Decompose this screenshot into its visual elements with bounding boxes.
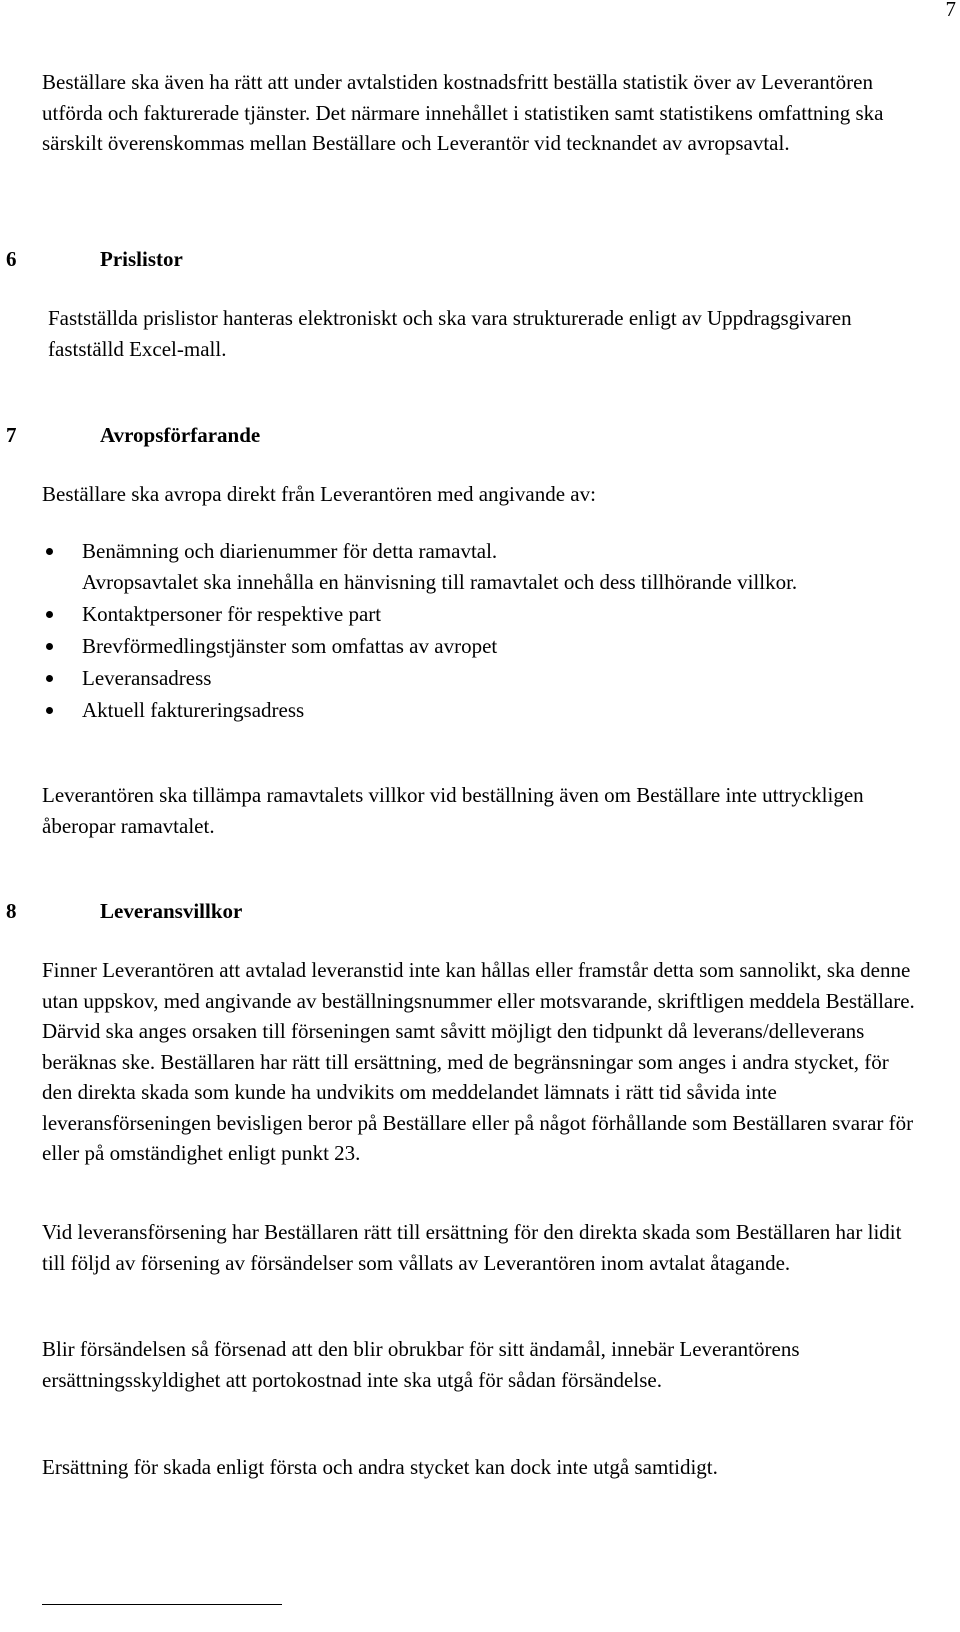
section-8-number: 8: [6, 899, 17, 923]
list-item-text: Brevförmedlingstjänster som omfattas av avropet: [82, 633, 498, 658]
list-item: [42, 663, 922, 694]
list-item-text: Aktuell faktureringsadress: [82, 697, 305, 722]
list-item-continuation: Avropsavtalet ska innehålla en hänvisning till ramavtalet och dess tillhörande villkor.: [82, 569, 798, 594]
section-7-bullet-list: [42, 536, 922, 727]
list-item: [42, 695, 922, 726]
section-7-title: Avropsförfarande: [100, 423, 261, 447]
section-8-paragraph-1: Finner Leverantören att avtalad leveranstid inte kan hållas eller framstår detta som sannolikt, ska denne utan uppskov, med angivande av beställningsnummer eller motsvarande, skriftligen meddela Beställare. Därvid ska anges orsaken till förseningen samt såvitt möjligt den tidpunkt då leverans/delleverans beräknas ske. Beställaren har rätt till ersättning, med de begränsningar som anges i andra stycket, för den direkta skada som kunde ha undvikits om meddelandet lämnats i rätt tid såvida inte leveransförseningen bevisligen beror på Beställare eller på något förhållande som Beställaren svarar för eller på omständighet enligt punkt 23.: [42, 958, 915, 1165]
page-number: 7: [945, 0, 956, 21]
section-6-number: 6: [6, 247, 17, 271]
bullet-icon: [46, 675, 53, 682]
section-8-paragraph-2: Vid leveransförsening har Beställaren rätt till ersättning för den direkta skada som Beställaren har lidit till följd av försening av försändelser som vållats av Leverantören inom avtalat åtagande.: [42, 1220, 902, 1275]
bullet-icon: [46, 643, 53, 650]
section-6-title: Prislistor: [100, 247, 183, 271]
section-8-paragraph-4: Ersättning för skada enligt första och andra stycket kan dock inte utgå samtidigt.: [42, 1455, 718, 1479]
section-7-heading: [6, 422, 260, 448]
list-item-text: Leveransadress: [82, 665, 212, 690]
bullet-icon: [46, 548, 53, 555]
section-8-title: Leveransvillkor: [100, 899, 243, 923]
list-item: [42, 599, 922, 630]
list-item-text: Kontaktpersoner för respektive part: [82, 601, 382, 626]
section-7-closing: Leverantören ska tillämpa ramavtalets villkor vid beställning även om Beställare inte uttryckligen åberopar ramavtalet.: [42, 783, 864, 838]
list-item: [42, 631, 922, 662]
section-8-paragraph-3: Blir försändelsen så försenad att den blir obrukbar för sitt ändamål, innebär Leverantörens ersättningsskyldighet att portokostnad inte ska utgå för sådan försändelse.: [42, 1337, 800, 1392]
intro-paragraph: Beställare ska även ha rätt att under avtalstiden kostnadsfritt beställa statistik över av Leverantören utförda och fakturerade tjänster. Det närmare innehållet i statistiken samt statistikens omfattning ska särskilt överenskommas mellan Beställare och Leverantör vid tecknandet av avropsavtal.: [42, 70, 884, 155]
list-item: [42, 536, 922, 597]
section-7-lead: Beställare ska avropa direkt från Leverantören med angivande av:: [42, 482, 596, 506]
section-6-heading: [6, 246, 183, 272]
section-8-heading: [6, 898, 242, 924]
list-item-text: Benämning och diarienummer för detta ramavtal.: [82, 539, 498, 563]
bullet-icon: [46, 707, 53, 714]
footnote-separator: [42, 1604, 282, 1605]
section-6-text: Fastställda prislistor hanteras elektroniskt och ska vara strukturerade enligt av Uppdragsgivaren fastställd Excel-mall.: [48, 306, 852, 361]
section-7-number: 7: [6, 423, 17, 447]
bullet-icon: [46, 611, 53, 618]
